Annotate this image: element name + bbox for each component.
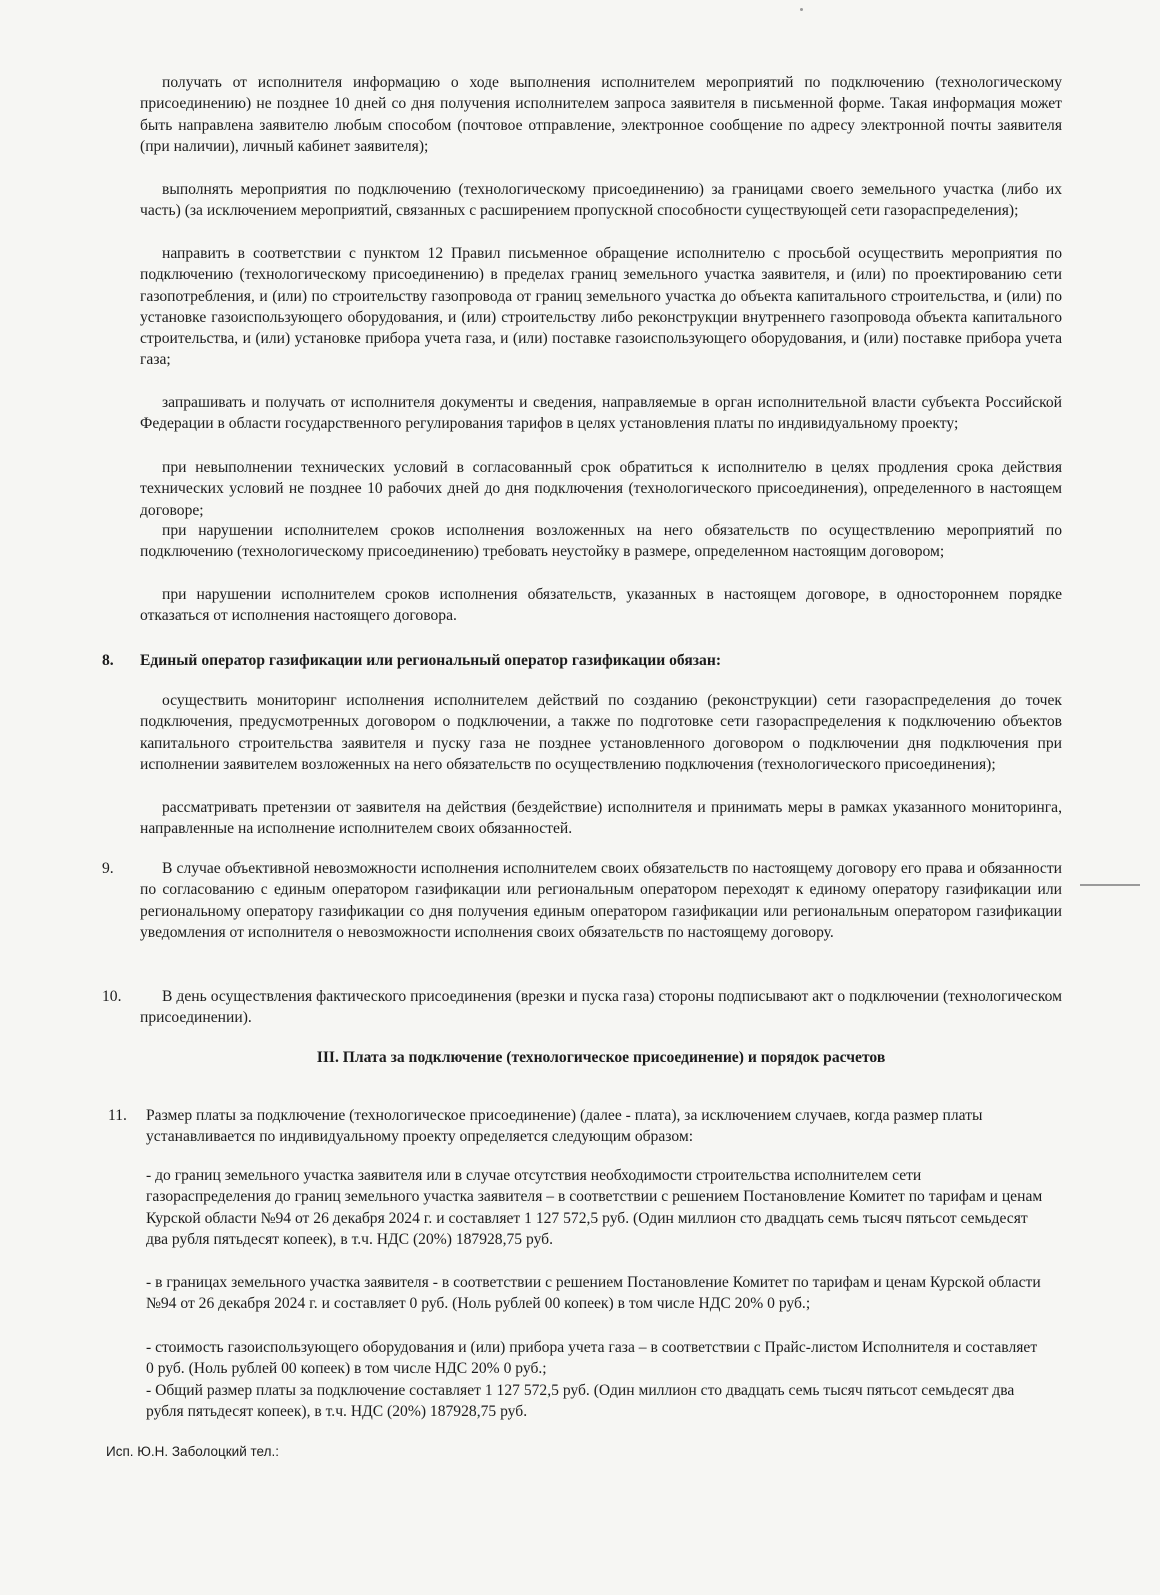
section-11-item-within-plot: - в границах земельного участка заявителя - в соответствии с решением Постановление Комитет по тарифам и ценам Курской области №94 от 26 декабря 2024 г. и составляет 0 руб. (Ноль рублей 00 копеек) в том числе НДС 20% 0 руб.; [146, 1274, 1041, 1313]
section-9-text: В случае объективной невозможности исполнения исполнителем своих обязательств по настоящему договору его права и обязанности по согласованию с единым оператором газификации или региональным оператором переходят к единому оператору газификации или региональному оператору газификации со дня получения единым оператором газификации или региональным оператором газификации уведомления от исполнителя о невозможности исполнения своих обязательств по настоящему договору. [140, 860, 1062, 941]
scan-artifact-line [1080, 884, 1140, 886]
section-10-number: 10. [102, 988, 122, 1005]
section-8-heading: Единый оператор газификации или региональный оператор газификации обязан: [140, 652, 722, 669]
paragraph-request-works: направить в соответствии с пунктом 12 Правил письменное обращение исполнителю с просьбой осуществить мероприятия по подключению (технологическому присоединению) в пределах границ земельного участка заявителя, и (или) по проектированию сети газопотребления, и (или) по строительству газопровода от границ земельного участка до объекта капитального строительства, и (или) по установке газоиспользующего оборудования, и (или) строительству либо реконструкции внутреннего газопровода объекта капитального строительства, и (или) установке прибора учета газа, и (или) поставке газоиспользующего оборудования, и (или) поставке прибора учета газа; [140, 245, 1062, 369]
section-8-paragraph-claims: рассматривать претензии от заявителя на действия (бездействие) исполнителя и принимать меры в рамках указанного мониторинга, направленные на исполнение исполнителем своих обязанностей. [140, 799, 1062, 838]
section-9-number: 9. [102, 860, 114, 877]
paragraph-documents: запрашивать и получать от исполнителя документы и сведения, направляемые в орган исполнительной власти субъекта Российской Федерации в области государственного регулирования тарифов в целях установления платы по индивидуальному проекту; [140, 394, 1062, 433]
section-11-item-to-boundary: - до границ земельного участка заявителя или в случае отсутствия необходимости строительства исполнителем сети газораспределения до границ земельного участка заявителя – в соответствии с решением Постановление Комитет по тарифам и ценам Курской области №94 от 26 декабря 2024 г. и составляет 1 127 572,5 руб. (Один миллион сто двадцать семь тысяч пятьсот семьдесят два рубля пятьдесят копеек), в т.ч. НДС (20%) 187928,75 руб. [146, 1167, 1043, 1248]
executor-footer: Исп. Ю.Н. Заболоцкий тел.: [106, 1444, 279, 1459]
section-11-intro: Размер платы за подключение (технологическое присоединение) (далее - плата), за исключением случаев, когда размер платы устанавливается по индивидуальному проекту определяется следующим образом: [146, 1107, 983, 1146]
section-11-number: 11. [108, 1107, 127, 1124]
section-8-number: 8. [102, 652, 114, 669]
paragraph-extension: при невыполнении технических условий в согласованный срок обратиться к исполнителю в целях продления срока действия технических условий не позднее 10 рабочих дней до дня подключения (технологического присоединения), определенного в настоящем договоре; [140, 459, 1062, 519]
section-10-text: В день осуществления фактического присоединения (врезки и пуска газа) стороны подписывают акт о подключении (технологическом присоединении). [140, 988, 1062, 1027]
section-11-item-equipment: - стоимость газоиспользующего оборудования и (или) прибора учета газа – в соответствии с Прайс-листом Исполнителя и составляет 0 руб. (Ноль рублей 00 копеек) в том числе НДС 20% 0 руб.; [146, 1339, 1038, 1378]
paragraph-outside-plot: выполнять мероприятия по подключению (технологическому присоединению) за границами своего земельного участка (либо их часть) (за исключением мероприятий, связанных с расширением пропускной способности существующей сети газораспределения); [140, 181, 1062, 220]
paragraph-termination: при нарушении исполнителем сроков исполнения обязательств, указанных в настоящем договоре, в одностороннем порядке отказаться от исполнения настоящего договора. [140, 586, 1062, 625]
scan-artifact-dot [800, 8, 803, 11]
section-11-item-total: - Общий размер платы за подключение составляет 1 127 572,5 руб. (Один миллион сто двадцать семь тысяч пятьсот семьдесят два рубля пятьдесят копеек), в т.ч. НДС (20%) 187928,75 руб. [146, 1382, 1015, 1421]
paragraph-penalty: при нарушении исполнителем сроков исполнения возложенных на него обязательств по осуществлению мероприятий по подключению (технологическому присоединению) требовать неустойку в размере, определенном настоящим договором; [140, 522, 1062, 561]
paragraph-info-request: получать от исполнителя информацию о ходе выполнения исполнителем мероприятий по подключению (технологическому присоединению) не позднее 10 дней со дня получения исполнителем запроса заявителя в письменной форме. Такая информация может быть направлена заявителю любым способом (почтовое отправление, электронное сообщение по адресу электронной почты заявителя (при наличии), личный кабинет заявителя); [140, 74, 1062, 155]
section-8-paragraph-monitoring: осуществить мониторинг исполнения исполнителем действий по созданию (реконструкции) сети газораспределения до точек подключения, предусмотренных договором о подключении, а также по подготовке сети газораспределения к подключению объектов капитального строительства заявителя и пуску газа не позднее установленного договором о подключении дня подключения при исполнении заявителем возложенных на него обязательств по осуществлению подключения (технологического присоединения); [140, 692, 1062, 773]
section-iii-heading: III. Плата за подключение (технологическое присоединение) и порядок расчетов [316, 1049, 886, 1066]
